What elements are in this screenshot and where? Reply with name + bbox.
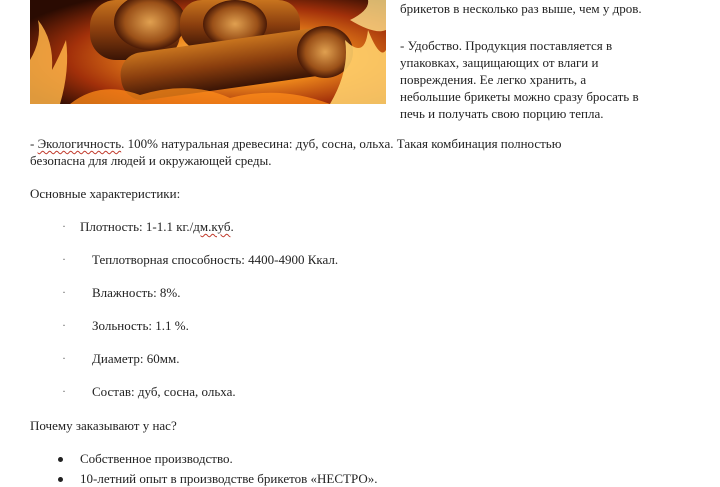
spec-bullet: · [62,285,66,299]
intro-line-tail: брикетов в несколько раз выше, чем у дров. [400,1,642,16]
fire-illustration [30,0,386,104]
convenience-line-3: повреждения. Ее легко хранить, а [400,72,587,87]
spec-bullet: · [62,351,66,365]
spec-bullet: · [62,318,66,332]
spec-density-text: Плотность: 1-1.1 кг./ [80,219,194,234]
eco-term: Экологичность [37,136,122,151]
why-item-own-production: Собственное производство. [80,451,233,466]
eco-dash: - [30,136,38,151]
convenience-line-5: печь и получать свою порцию тепла. [400,106,604,121]
spec-bullet: · [62,252,66,266]
list-bullet [58,457,63,462]
eco-paragraph-line-2: безопасна для людей и окружающей среды. [30,153,272,168]
specs-heading: Основные характеристики: [30,186,181,201]
spec-bullet: · [62,219,66,233]
spec-diameter: Диаметр: 60мм. [92,351,180,366]
spec-ash: Зольность: 1.1 %. [92,318,189,333]
eco-rest: . 100% натуральная древесина: дуб, сосна, ольха. Такая комбинация полностью [121,136,562,151]
spec-heat-value: Теплотворная способность: 4400-4900 Ккал. [92,252,339,267]
spec-density-unit: дм.куб [193,219,231,234]
spec-bullet: · [62,384,66,398]
spec-density [80,218,234,235]
convenience-line-4: небольшие брикеты можно сразу бросать в [400,89,639,104]
spec-density-end: . [230,219,234,234]
why-heading: Почему заказывают у нас? [30,418,177,433]
eco-paragraph-line-1 [30,135,561,152]
briquettes-fire-photo [30,0,386,104]
convenience-line-1: - Удобство. Продукция поставляется в [400,38,613,53]
why-item-experience: 10-летний опыт в производстве брикетов «НЕСТРО». [80,471,378,486]
spec-humidity: Влажность: 8%. [92,285,181,300]
spec-composition: Состав: дуб, сосна, ольха. [92,384,236,399]
convenience-line-2: упаковках, защищающих от влаги и [400,55,599,70]
